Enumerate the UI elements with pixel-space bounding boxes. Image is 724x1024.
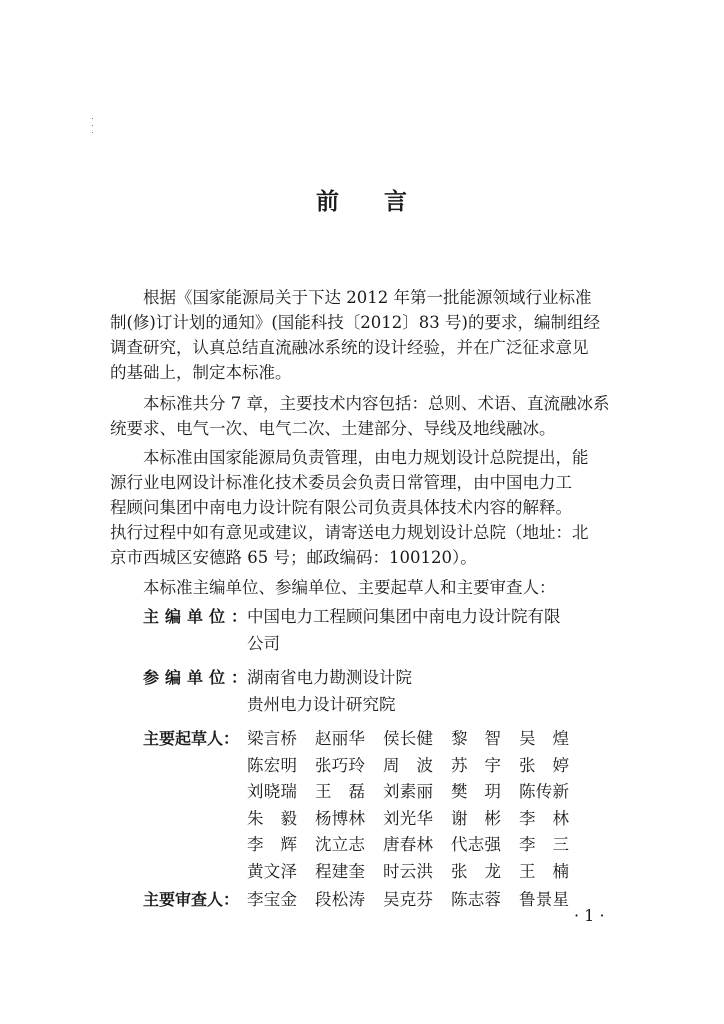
org-name: 中国电力工程顾问集团中南电力设计院有限 — [247, 607, 561, 626]
person-name: 刘光华 — [383, 808, 433, 828]
person-name: 吴克芬 — [383, 890, 433, 909]
person-name: 朱毅 — [247, 808, 297, 828]
person-name: 张巧玲 — [315, 755, 365, 775]
paragraph-line: 执行过程中如有意见或建议，请寄送电力规划设计总院（地址：北 — [110, 523, 589, 542]
paragraph-management — [110, 445, 620, 570]
person-name: 鲁景星 — [519, 890, 569, 909]
paragraph-line: 的基础上，制定本标准。 — [110, 363, 292, 382]
person-name: 樊玥 — [451, 782, 501, 801]
person-name: 黎智 — [451, 729, 501, 748]
person-name: 王楠 — [519, 861, 569, 881]
drafters-names — [247, 726, 630, 885]
page-number: · 1 · — [574, 906, 605, 925]
person-name: 李辉 — [247, 835, 297, 854]
person-name: 唐春林 — [383, 835, 433, 854]
person-name: 杨博林 — [315, 808, 365, 828]
reviewers-row — [110, 887, 630, 914]
chief-editor-orgs — [247, 604, 630, 657]
org-name: 湖南省电力勘测设计院 — [247, 668, 412, 687]
person-name: 王磊 — [315, 782, 365, 801]
reviewers-names — [247, 887, 630, 914]
person-name: 张龙 — [451, 861, 501, 881]
person-name: 时云洪 — [383, 861, 433, 881]
person-name: 周波 — [383, 755, 433, 775]
paragraph-line: 调查研究，认真总结直流融冰系统的设计经验，并在广泛征求意见 — [110, 338, 589, 357]
chief-editor-row — [110, 604, 630, 657]
person-name: 陈志蓉 — [451, 890, 501, 909]
person-name: 段松涛 — [315, 890, 365, 909]
participating-label: 参 编 单 位 ： — [143, 668, 247, 687]
paragraph-line: 本标准由国家能源局负责管理，由电力规划设计总院提出，能 — [143, 448, 589, 467]
person-name: 代志强 — [451, 835, 501, 854]
person-name: 张婷 — [519, 755, 569, 775]
person-name: 苏宇 — [451, 755, 501, 775]
title-char-1: 前 — [316, 189, 340, 215]
paragraph-roles-intro — [110, 575, 620, 600]
paragraph-line: 本标准共分 7 章，主要技术内容包括：总则、术语、直流融冰系 — [143, 394, 610, 413]
org-name: 贵州电力设计研究院 — [247, 694, 396, 714]
person-name: 黄文泽 — [247, 861, 297, 881]
reviewers-label: 主要审查人： — [143, 890, 240, 909]
participating-row — [110, 665, 630, 718]
paragraph-line: 程顾问集团中南电力设计院有限公司负责具体技术内容的解释。 — [110, 498, 572, 517]
roles-list — [110, 604, 630, 914]
person-name: 刘晓瑞 — [247, 782, 297, 801]
paragraph-line: 京市西城区安德路 65 号；邮政编码：100120）。 — [110, 548, 477, 567]
paragraph-line: 源行业电网设计标准化技术委员会负责日常管理，由中国电力工 — [110, 473, 572, 492]
person-name: 谢彬 — [451, 808, 501, 828]
drafters-label: 主要起草人： — [143, 729, 240, 748]
person-name: 李三 — [519, 835, 569, 854]
person-name: 陈传新 — [519, 782, 569, 801]
paragraph-line: 统要求、电气一次、电气二次、土建部分、导线及地线融冰。 — [110, 419, 556, 438]
paragraph-line: 根据《国家能源局关于下达 2012 年第一批能源领域行业标准 — [143, 288, 592, 307]
title-char-2: 言 — [384, 189, 408, 215]
drafters-row — [110, 726, 630, 885]
page-title — [0, 183, 724, 216]
paragraph-basis — [110, 285, 620, 385]
person-name: 侯长健 — [383, 729, 433, 748]
person-name: 李林 — [519, 808, 569, 828]
person-name: 梁言桥 — [247, 729, 297, 748]
person-name: 李宝金 — [247, 890, 297, 909]
paragraph-line: 制(修)订计划的通知》(国能科技〔2012〕83 号)的要求，编制组经 — [110, 313, 600, 332]
org-name: 公司 — [247, 633, 280, 653]
chief-editor-label: 主 编 单 位 ： — [143, 607, 247, 626]
person-name: 吴煌 — [519, 729, 569, 748]
paragraph-contents — [110, 391, 620, 441]
person-name: 陈宏明 — [247, 755, 297, 775]
participating-orgs — [247, 665, 630, 718]
person-name: 程建奎 — [315, 861, 365, 881]
paragraph-line: 本标准主编单位、参编单位、主要起草人和主要审查人： — [143, 578, 556, 597]
scan-specks — [92, 118, 94, 140]
person-name: 赵丽华 — [315, 729, 365, 748]
person-name: 沈立志 — [315, 835, 365, 854]
person-name: 刘素丽 — [383, 782, 433, 801]
